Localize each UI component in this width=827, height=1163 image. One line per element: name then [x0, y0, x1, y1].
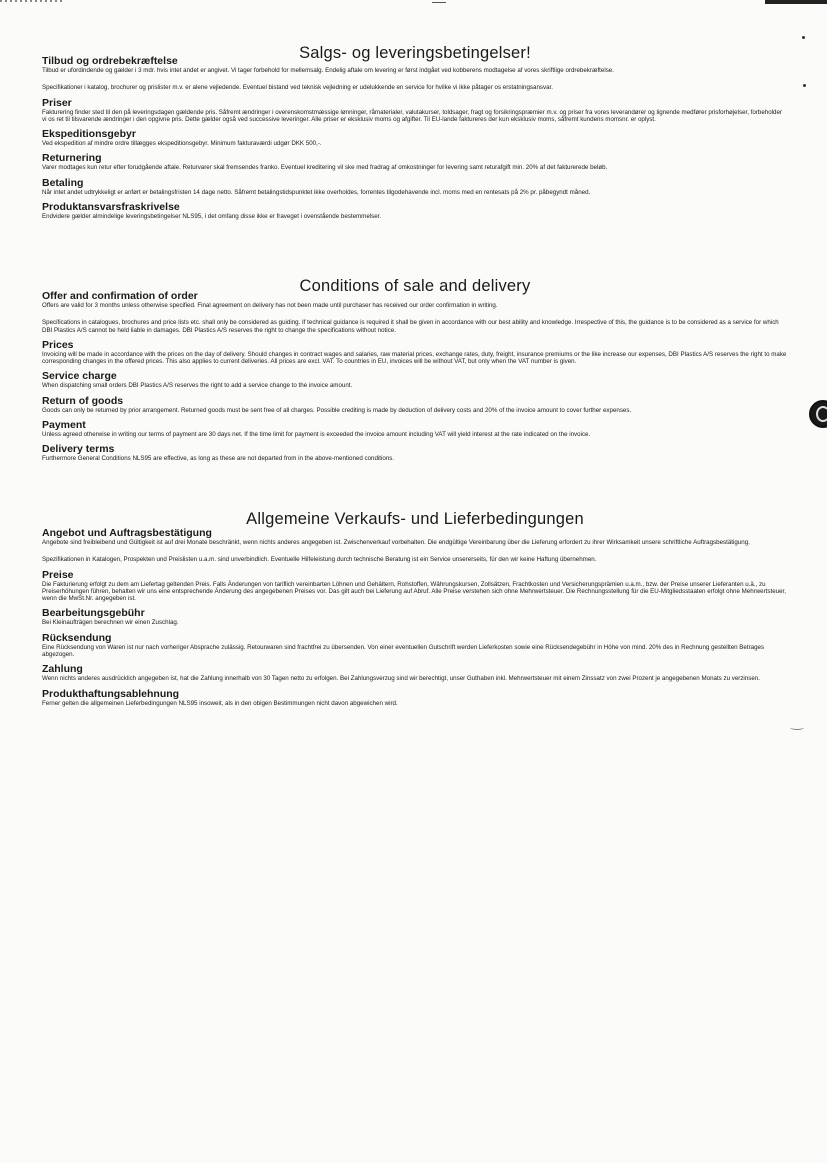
hole-punch-mark [809, 400, 827, 428]
scan-artifact [765, 0, 827, 4]
section-heading: Prices [42, 338, 74, 351]
section-heading: Zahlung [42, 663, 83, 676]
section-body: Specifications in catalogues, brochures and price lists etc. shall only be considered as guiding. If technical guidance is required it shall be given in accordance with our best ability and knowledge. Irrespective of this, the guidance is to be considered as a service for which DBI Plastics A/S cannot be held liable in damages. DBI Plastics A/S reserves the right to change the specifications without notice. [42, 319, 779, 334]
section-body: Invoicing will be made in accordance with the prices on the day of delivery. Should changes in contract wages and salaries, raw material prices, exchange rates, duty, freight, insurance premiums or the like increase our expenses, DBI Plastics A/S reserves the right to make corresponding changes in the offered prices. This also applies to current deliveries. All prices are excl. VAT. To countries in EU, invoices will be without VAT, but only when the VAT number is given. [42, 350, 787, 366]
section-heading: Service charge [42, 370, 117, 383]
section-body: Tilbud er ufordindende og gælder i 3 mdr. hvis intet andet er angivet. Vi tager forbehold for mellemsalg. Endelig aftale om levering er først indgået ved kobberens modtagelse af vores skriftlige ordrebekræftelse. [42, 67, 614, 74]
section-heading: Delivery terms [42, 443, 115, 456]
german-title: Allgemeine Verkaufs- und Lieferbedingungen [246, 510, 584, 528]
section-heading: Offer and confirmation of order [42, 290, 198, 302]
section-body: Die Fakturierung erfolgt zu dem am Liefertag geltenden Preis. Falls Änderungen von tariflich vereinbarten Löhnen und Gehältern, Rohstoffen, Währungskursen, Zollsätzen, Frachtkosten und Versicherungsprämien u.a.m., bzw. der Preise unserer Lieferanten u.ä., zu Preiserhöhungen führen, behalten wir uns eine entsprechende Änderung des angegebenen Preises vor. Das gilt auch bei Lieferung auf Abruf. Alle Preise verstehen sich ohne Mehrwertsteuer. Die Rechnungsstellung für die EU-Mitgliedsstaaten erfolgt ohne Mehrwertsteuer, wenn die MwSt.Nr. angegeben ist. [42, 580, 786, 603]
section-body: Offers are valid for 3 months unless otherwise specified. Final agreement on delivery has not been made until purchaser has received our order confirmation in writing. [42, 302, 498, 309]
section-heading: Produkthaftungsablehnung [42, 687, 180, 700]
section-body: Eine Rücksendung von Waren ist nur nach vorheriger Absprache zulässig. Retourwaren sind frachtfrei zu übersenden. Von einer eventuellen Gutschrift werden Lieferkosten sowie eine Rücksendegebühr in Höhe von mind. 20% des in Rechnung gestellten Betrages abgezogen. [42, 643, 765, 659]
section-heading: Betaling [42, 176, 84, 189]
section-body: Unless agreed otherwise in writing our terms of payment are 30 days net. If the time limit for payment is exceeded the invoice amount including VAT will yield interest at the rate indicated on the invoice. [42, 431, 591, 439]
section-heading: Ekspeditionsgebyr [42, 128, 136, 141]
section-body: Goods can only be returned by prior arrangement. Returned goods must be sent free of all charges. Possible crediting is made by deduction of delivery costs and 20% of the invoice amount to cover further expenses. [42, 406, 632, 414]
section-body: When dispatching small orders DBI Plastics A/S reserves the right to add a service change to the invoice amount. [42, 382, 353, 390]
section-heading: Rücksendung [42, 631, 112, 644]
scan-artifact [802, 36, 805, 39]
section-body: Varer modtages kun retur efter forudgående aftale. Returvarer skal fremsendes franko. Eventuel kreditering vil ske med fradrag af omkostninger for levering samt returafgift min. 20% af det fakturerede beløb. [42, 164, 608, 172]
section-heading: Priser [42, 96, 72, 109]
scan-artifact [0, 0, 62, 2]
section-body: Specifikationer i katalog, brochurer og prislister m.v. er alene vejledende. Eventuel bistand ved teknisk vejledning er udelukkende en service for hvilke vi ikke påtager os erstatningsansvar. [42, 84, 553, 92]
section-heading: Angebot und Auftragsbestätigung [42, 527, 212, 539]
scan-artifact [432, 2, 446, 3]
section-body: Ferner gelten die allgemeinen Lieferbedingungen NLS95 insoweit, als in den obigen Bestimmungen nicht davon abgewichen wird. [42, 699, 398, 707]
german-terms [42, 510, 788, 713]
english-terms [42, 277, 788, 469]
section-heading: Preise [42, 568, 74, 581]
section-body: Endvidere gælder almindelige leveringsbetingelser NLS95, i det omfang disse ikke er fraveget i ovenstående bestemmelser. [42, 213, 382, 221]
section-heading: Returnering [42, 152, 102, 165]
section-body: Wenn nichts anderes ausdrücklich angegeben ist, hat die Zahlung innerhalb von 30 Tagen netto zu erfolgen. Bei Zahlungsverzug sind wir berechtigt, unser Guthaben inkl. Mehrwertsteuer mit einem Zinssatz von zwei Prozent je angegebenen Monats zu verzinsen. [42, 675, 760, 683]
english-title: Conditions of sale and delivery [299, 277, 531, 295]
section-heading: Return of goods [42, 394, 124, 407]
section-body: Når intet andet udtrykkeligt er anført er betalingsfristen 14 dage netto. Såfremt betalingstidspunktet ikke overholdes, forrentes tilgodehavende incl. moms med en rentesats på 2% pr. påbegyndt måned. [42, 188, 591, 196]
danish-terms [42, 44, 788, 226]
danish-title: Salgs- og leveringsbetingelser! [299, 44, 531, 62]
section-body: Furthermore General Conditions NLS95 are effective, as long as these are not departed from in the above-mentioned conditions. [42, 455, 395, 463]
section-heading: Tilbud og ordrebekræftelse [42, 55, 178, 67]
scan-artifact [803, 84, 806, 87]
section-heading: Payment [42, 419, 86, 432]
section-heading: Produktansvarsfraskrivelse [42, 201, 180, 214]
section-body: Ved ekspedition af mindre ordre tillægges ekspeditionsgebyr. Minimum fakturaværdi udgør DKK 500,-. [42, 140, 322, 148]
section-body: Angebote sind freibleibend und Gültigkeit ist auf drei Monate beschränkt, wenn nichts anderes angegeben ist. Zwischenverkauf vorbehalten. Die endgültige Vereinbarung über die Lieferung erfordert zu ihrer Wirksamkeit unsere schriftliche Auftragsbestätigung. [42, 539, 750, 546]
section-body: Bei Kleinaufträgen berechnen wir einen Zuschlag. [42, 619, 179, 627]
section-heading: Bearbeitungsgebühr [42, 607, 145, 620]
section-body: Fakturering finder sted til den på leveringsdagen gældende pris. Såfremt ændringer i overenskomstmæssige lønninger, råmaterialer, valutakurser, toldsager, fragt og forsikringspræmier m.v. og priser fra vores leverandører og lignende medfører prisforhøjelser, forbeholder vi os ret til tilsvarende ændringer i den opgivne pris. Dette gælder også ved successive leveringer. Alle priser er eksklusiv moms og afgifter. Til EU-lande faktureres der kun eksklusiv moms, såfremt kundens momsnr. er oplyst. [42, 108, 782, 123]
scan-artifact [790, 725, 804, 730]
section-body: Spezifikationen in Katalogen, Prospekten und Preislisten u.a.m. sind unverbindlich. Eventuelle Hilfeleistung durch technische Beratung ist ein Service unsererseits, für den wir keine Haftung übernehmen. [42, 556, 597, 564]
